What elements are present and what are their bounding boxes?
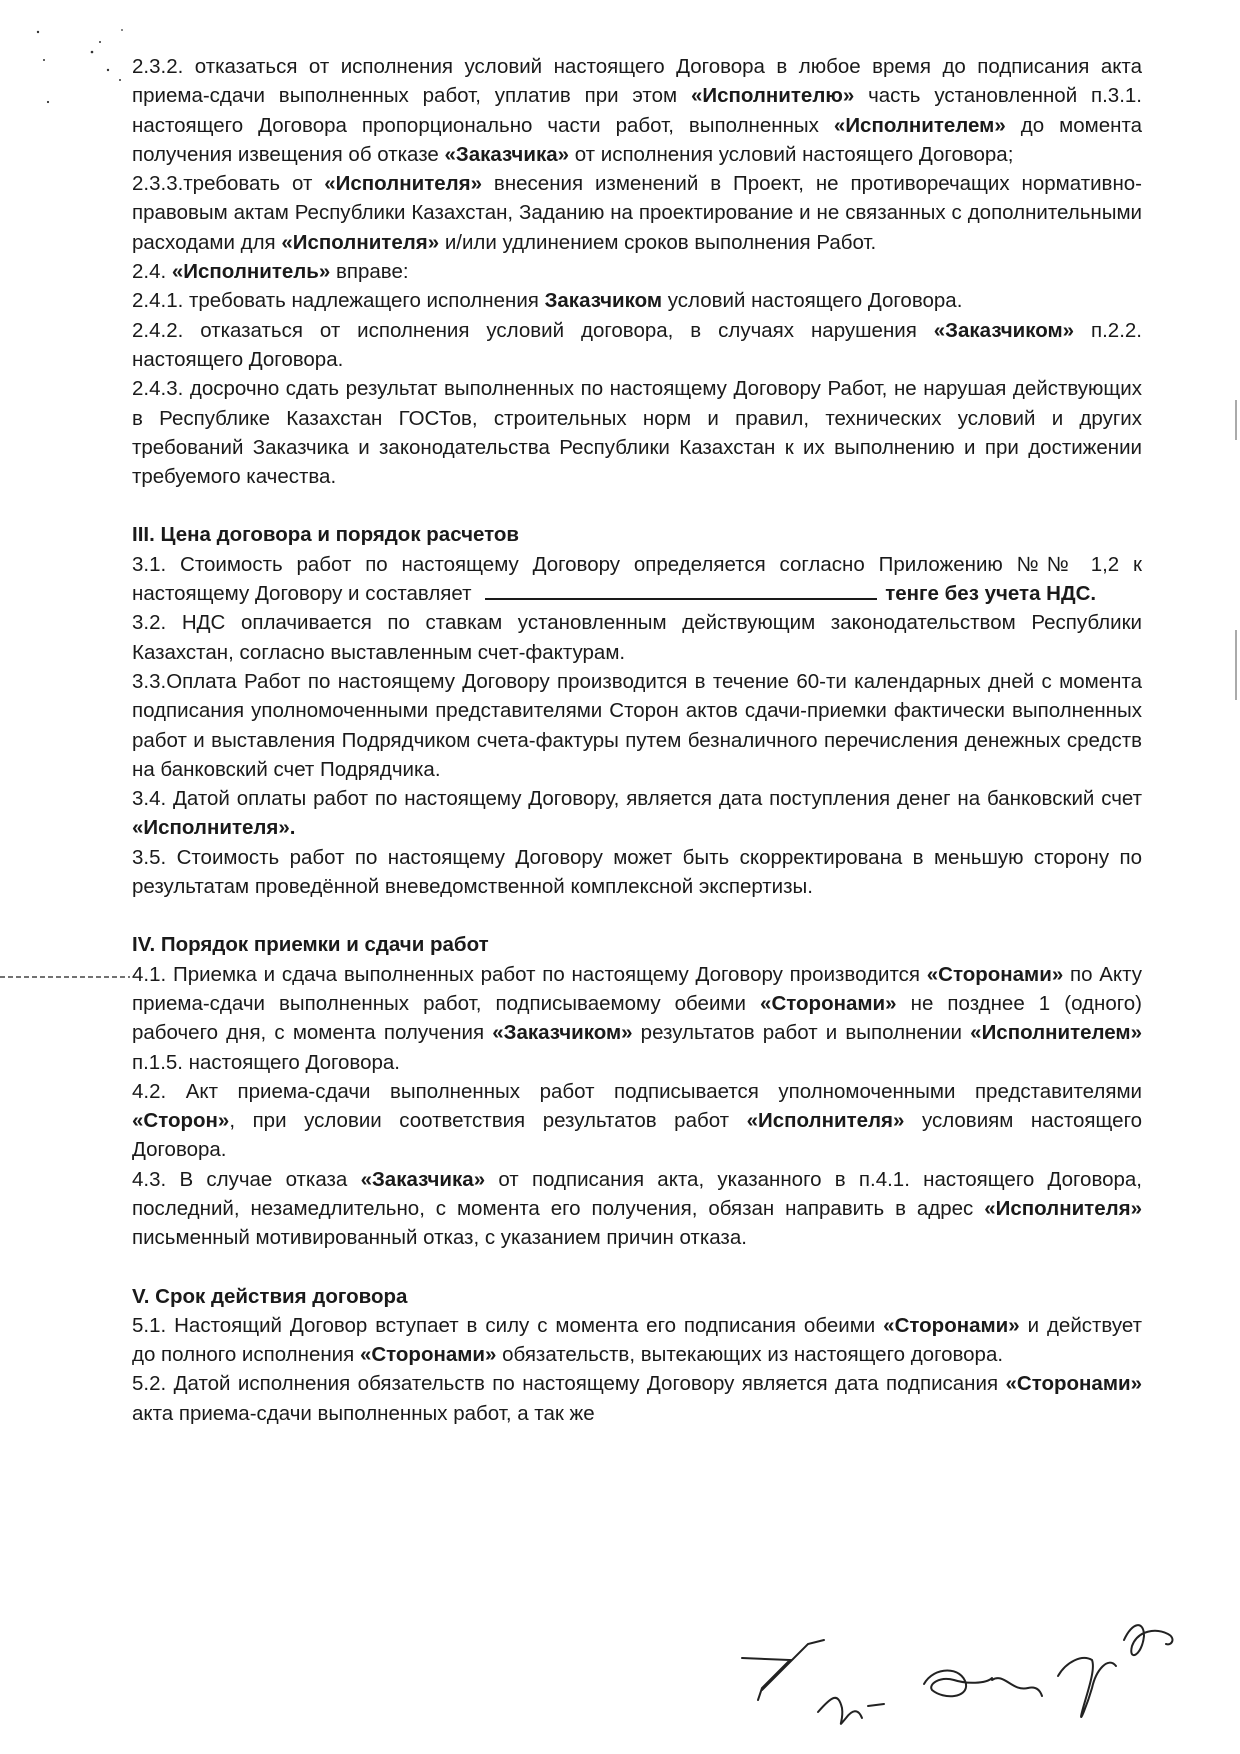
text-run: 2.4. (132, 260, 172, 284)
document-page (132, 52, 1142, 1428)
clause-paragraph (132, 960, 1142, 1077)
text-run: по Акту приема-сдачи выполненных работ, подписываемому обеими (132, 962, 1142, 1015)
bold-term: «Исполнитель» (171, 260, 331, 284)
text-run: от подписания акта, указанного в п.4.1. настоящего Договора, последний, незамедлительно, с момента его получения, обязан направить в адрес (132, 1167, 1142, 1220)
text-run: условиям настоящего Договора. (132, 1109, 1142, 1162)
clause-paragraph (132, 1077, 1142, 1165)
bold-term: «Заказчиком» (933, 318, 1075, 342)
text-run: письменный мотивированный отказ, с указанием причин отказа. (132, 1226, 747, 1250)
bold-term: V. Срок действия договора (132, 1284, 408, 1308)
text-run: вправе: (330, 260, 409, 284)
text-run: акта приема-сдачи выполненных работ, а так же (132, 1401, 595, 1425)
text-run: 3.4. Датой оплаты работ по настоящему Договору, является дата поступления денег на банковский счет (132, 787, 1142, 811)
clause-paragraph (132, 374, 1142, 491)
scan-noise-dots (30, 20, 130, 130)
text-run: не позднее 1 (одного) рабочего дня, с момента получения (132, 991, 1142, 1045)
text-run: 2.3.2. отказаться от исполнения условий настоящего Договора в любое время до подписания акта приема-сдачи выполненных работ, уплатив при этом (132, 55, 1142, 108)
section-gap (132, 901, 1142, 930)
text-run: 5.1. Настоящий Договор вступает в силу с момента его подписания обеими (132, 1313, 884, 1337)
clause-paragraph (132, 169, 1142, 257)
bold-term: III. Цена договора и порядок расчетов (132, 523, 520, 547)
bold-term: «Сторонами» (1005, 1372, 1142, 1396)
clause-paragraph (132, 257, 1142, 286)
bold-term: «Исполнителя» (746, 1109, 905, 1133)
text-run: 4.1. Приемка и сдача выполненных работ по настоящему Договору производится (132, 962, 927, 986)
scan-edge-marks (1230, 400, 1240, 700)
bold-term: IV. Порядок приемки и сдачи работ (132, 933, 489, 957)
bold-term: «Исполнителя» (281, 230, 440, 254)
section-heading (132, 1282, 1142, 1311)
clause-paragraph (132, 1311, 1142, 1370)
text-run: п.1.5. настоящего Договора. (132, 1050, 400, 1074)
handwritten-signatures (740, 1600, 1180, 1750)
text-run: результатов работ и выполнении (632, 1021, 971, 1045)
text-run: п.2.2. настоящего Договора. (132, 318, 1142, 371)
clause-paragraph (132, 316, 1142, 375)
text-run: 4.3. В случае отказа (132, 1167, 361, 1191)
section-heading (132, 930, 1142, 959)
clause-paragraph (132, 843, 1142, 902)
text-run: 3.5. Стоимость работ по настоящему Договору может быть скорректирована в меньшую сторону по результатам проведённой вневедомственной комплексной экспертизы. (132, 845, 1142, 899)
bold-term: «Сторонами» (926, 962, 1064, 986)
bold-term: «Исполнителя». (132, 816, 296, 840)
clause-paragraph (132, 1369, 1142, 1428)
bold-term: «Исполнителя» (984, 1196, 1142, 1220)
bold-term: «Заказчика» (360, 1167, 486, 1191)
text-run: условий настоящего Договора. (662, 289, 963, 313)
bold-term: Заказчиком (544, 289, 663, 313)
text-run: 4.2. Акт приема-сдачи выполненных работ подписывается уполномоченными представителями (132, 1079, 1142, 1103)
clause-paragraph (132, 667, 1142, 784)
clause-paragraph (132, 286, 1142, 315)
clause-paragraph (132, 550, 1142, 609)
bold-term: тенге без учета НДС. (885, 582, 1097, 606)
amount-blank-line (485, 580, 877, 600)
clause-paragraph (132, 1165, 1142, 1253)
bold-term: «Исполнителя» (324, 172, 483, 196)
section-gap (132, 1253, 1142, 1282)
text-run: 3.2. НДС оплачивается по ставкам установленным действующим законодательством Республики Казахстан, согласно выставленным счет-фактурам. (132, 611, 1142, 664)
text-run: 3.1. Стоимость работ по настоящему Договору определяется согласно Приложению №№ 1,2 к настоящему Договору и составляет (132, 552, 1142, 606)
text-run: и действует до полного исполнения (132, 1313, 1142, 1367)
text-run: часть установленной п.3.1. настоящего Договора пропорционально части работ, выполненных (132, 84, 1142, 137)
text-run: 5.2. Датой исполнения обязательств по настоящему Договору является дата подписания (132, 1372, 1006, 1396)
section-heading (132, 520, 1142, 549)
text-run: от исполнения условий настоящего Договора; (569, 142, 1014, 166)
bold-term: «Сторонами» (359, 1343, 497, 1367)
text-run: 2.4.2. отказаться от исполнения условий договора, в случаях нарушения (132, 318, 934, 342)
bold-term: «Сторонами» (883, 1313, 1020, 1337)
text-run: и/или удлинением сроков выполнения Работ. (439, 230, 877, 254)
bold-term: «Исполнителем» (970, 1021, 1142, 1045)
text-run: внесения изменений в Проект, не противоречащих нормативно-правовым актам Республики Казахстан, Заданию на проектирование и не связанных с дополнительными расходами для (132, 172, 1142, 254)
bold-term: «Исполнителем» (833, 113, 1006, 137)
text-run: 2.4.3. досрочно сдать результат выполненных по настоящему Договору Работ, не нарушая действующих в Республике Казахстан ГОСТов, строительных норм и правил, технических условий и других требований Заказчика и законодательства Республики Казахстан к их выполнению и при достижении требуемого качества. (132, 377, 1142, 489)
text-run: 2.4.1. требовать надлежащего исполнения (132, 289, 545, 313)
clause-paragraph (132, 608, 1142, 667)
text-run: до момента получения извещения об отказе (132, 113, 1143, 166)
scan-artifact-line (0, 976, 130, 978)
text-run: 3.3.Оплата Работ по настоящему Договору производится в течение 60-ти календарных дней с момента подписания уполномоченными представителями Сторон актов сдачи-приемки фактически выполненных работ и выставления Подрядчиком счета-фактуры путем безналичного перечисления денежных средств на банковский счет Подрядчика. (132, 669, 1142, 781)
text-run: обязательств, вытекающих из настоящего договора. (496, 1343, 1004, 1367)
section-gap (132, 491, 1142, 520)
clause-paragraph (132, 784, 1142, 843)
bold-term: «Заказчика» (444, 142, 570, 166)
bold-term: «Заказчиком» (492, 1021, 633, 1045)
bold-term: «Сторон» (132, 1109, 230, 1133)
text-run: , при условии соответствия результатов работ (229, 1109, 747, 1133)
bold-term: «Сторонами» (760, 991, 897, 1015)
clause-paragraph (132, 52, 1142, 169)
text-run: 2.3.3.требовать от (132, 172, 325, 196)
bold-term: «Исполнителю» (690, 84, 855, 108)
